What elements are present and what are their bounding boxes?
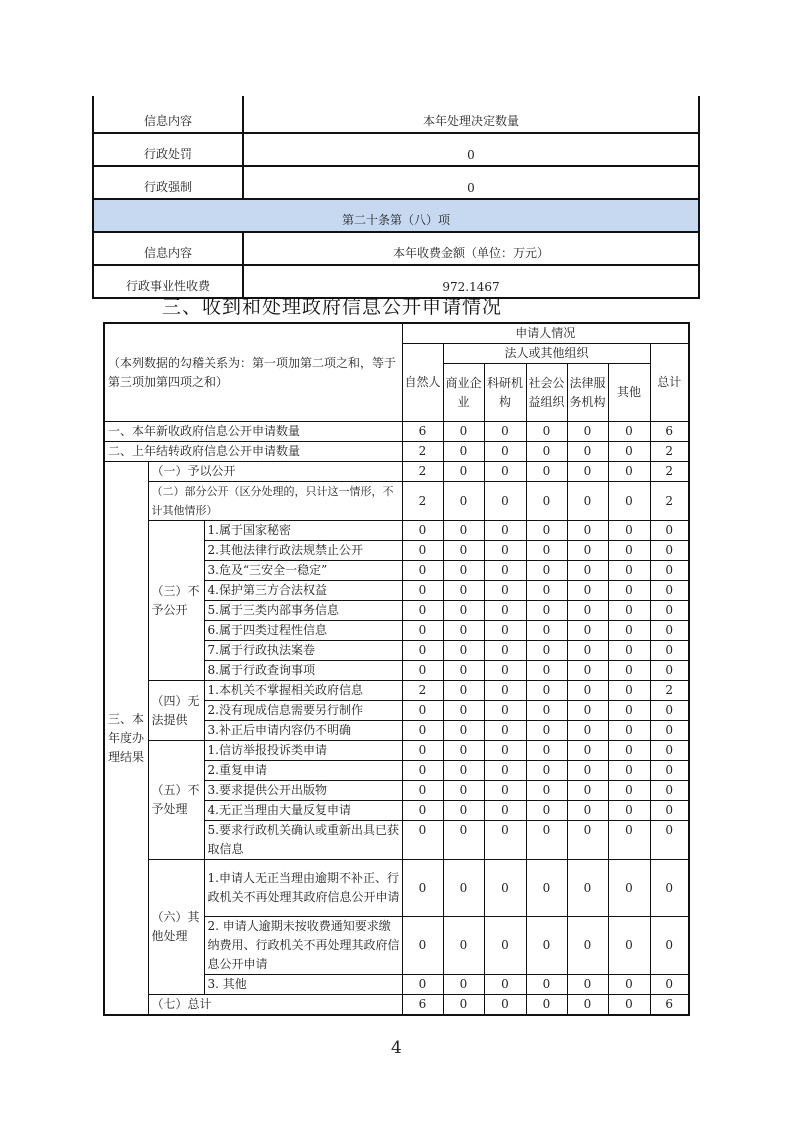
value-cell: 0 [526,462,567,482]
value-cell: 0 [567,661,608,681]
item-label: 1.申请人无正当理由逾期不补正、行政机关不再处理其政府信息公开申请 [204,860,402,917]
value-cell: 0 [650,641,689,661]
col-header: 总计 [650,344,689,422]
value-cell: 0 [650,741,689,761]
value-cell: 0 [443,801,484,821]
value-cell: 0 [484,741,526,761]
table-row [104,462,689,482]
value-cell: 0 [526,561,567,581]
value-cell: 0 [608,721,650,741]
value-cell: 0 [443,561,484,581]
value-cell: 0 [526,761,567,781]
value-cell: 0 [402,541,443,561]
item-label: 3. 其他 [204,975,402,995]
value-cell: 0 [526,821,567,860]
section-band: 第二十条第（八）项 [93,199,699,232]
value-cell: 0 [402,860,443,917]
value-cell: 0 [484,681,526,701]
value-cell: 0 [608,860,650,917]
item-label: 3.要求提供公开出版物 [204,781,402,801]
table-row [104,995,689,1016]
value-cell: 0 [608,781,650,801]
value-cell: 0 [526,442,567,462]
value-cell: 0 [650,860,689,917]
value-cell: 0 [608,541,650,561]
value-cell: 6 [402,995,443,1016]
value-cell: 0 [443,741,484,761]
header-label: 信息内容 [93,96,243,133]
section-title: 三、收到和处理政府信息公开申请情况 [162,296,503,318]
table-row [104,741,689,761]
value-cell: 0 [484,541,526,561]
value-cell: 0 [567,801,608,821]
value-cell: 0 [608,975,650,995]
value-cell: 0 [443,541,484,561]
value-cell: 0 [402,761,443,781]
item-label: 1.本机关不掌握相关政府信息 [204,681,402,701]
table-row [104,422,689,442]
value-cell: 0 [567,462,608,482]
value-cell: 2 [650,462,689,482]
value-cell: 0 [484,661,526,681]
value-cell: 0 [484,621,526,641]
item-label: 4.保护第三方合法权益 [204,581,402,601]
value-cell: 0 [402,581,443,601]
value-cell: 0 [484,801,526,821]
value-cell: 0 [526,541,567,561]
value-cell: 2 [650,681,689,701]
value-cell: 0 [567,741,608,761]
value-cell: 0 [443,621,484,641]
value-cell: 0 [650,701,689,721]
table-row [104,860,689,917]
value-cell: 0 [484,422,526,442]
disclosure-summary-table [92,96,700,299]
value-cell: 0 [443,860,484,917]
table-header-row [93,96,699,133]
value-cell: 0 [443,521,484,541]
table-header-row [93,232,699,265]
value-cell: 0 [567,821,608,860]
value-cell: 0 [484,860,526,917]
item-label: 2.没有现成信息需要另行制作 [204,701,402,721]
value-cell: 0 [526,975,567,995]
value-cell: 0 [650,541,689,561]
value-cell: 0 [402,641,443,661]
header-value: 本年处理决定数量 [243,96,699,133]
value-cell: 0 [650,721,689,741]
item-label: 7.属于行政执法案卷 [204,641,402,661]
value-cell: 0 [443,781,484,801]
value-cell: 0 [484,442,526,462]
value-cell: 0 [650,621,689,641]
value-cell: 0 [567,601,608,621]
value-cell: 0 [443,701,484,721]
value-cell: 0 [608,482,650,521]
col-header: 商业企业 [443,364,484,422]
application-stats-table [103,322,690,1016]
value-cell: 0 [402,821,443,860]
group-label: （五）不予处理 [148,741,204,860]
value-cell: 0 [402,561,443,581]
row-value: 0 [243,133,699,166]
value-cell: 0 [650,821,689,860]
value-cell: 0 [484,601,526,621]
item-label: 3.危及“三安全一稳定” [204,561,402,581]
value-cell: 0 [650,581,689,601]
col-header: 科研机构 [484,364,526,422]
value-cell: 0 [526,581,567,601]
item-label: 1.属于国家秘密 [204,521,402,541]
value-cell: 0 [484,781,526,801]
value-cell: 0 [484,721,526,741]
table-row [104,681,689,701]
value-cell: 0 [608,741,650,761]
item-label: 2.其他法律行政法规禁止公开 [204,541,402,561]
value-cell: 0 [484,821,526,860]
value-cell: 0 [567,581,608,601]
value-cell: 0 [526,917,567,975]
value-cell: 0 [443,462,484,482]
value-cell: 6 [650,995,689,1016]
value-cell: 0 [484,995,526,1016]
value-cell: 2 [650,442,689,462]
value-cell: 0 [567,482,608,521]
page-number: 4 [391,1038,402,1058]
col-header: 法律服务机构 [567,364,608,422]
value-cell: 0 [526,741,567,761]
value-cell: 0 [608,462,650,482]
row-label: 二、上年结转政府信息公开申请数量 [104,442,402,462]
col-header: 社会公益组织 [526,364,567,422]
value-cell: 0 [608,561,650,581]
value-cell: 0 [402,601,443,621]
group-label: （三）不予公开 [148,521,204,681]
value-cell: 0 [484,561,526,581]
value-cell: 2 [402,442,443,462]
value-cell: 0 [526,721,567,741]
value-cell: 0 [484,482,526,521]
value-cell: 0 [443,917,484,975]
note-cell: （本列数据的勾稽关系为：第一项加第二项之和，等于第三项加第四项之和） [104,323,402,422]
value-cell: 0 [443,482,484,521]
value-cell: 2 [402,482,443,521]
applicant-header: 申请人情况 [402,323,689,344]
value-cell: 0 [567,917,608,975]
value-cell: 0 [526,422,567,442]
value-cell: 0 [567,561,608,581]
value-cell: 0 [484,641,526,661]
col-header: 自然人 [402,344,443,422]
value-cell: 0 [567,621,608,641]
value-cell: 0 [650,781,689,801]
legal-group-header: 法人或其他组织 [443,344,650,364]
item-label: 5.属于三类内部事务信息 [204,601,402,621]
value-cell: 0 [443,721,484,741]
value-cell: 0 [443,442,484,462]
value-cell: 0 [484,975,526,995]
item-label: 2.重复申请 [204,761,402,781]
value-cell: 0 [402,741,443,761]
value-cell: 2 [402,462,443,482]
table-row [93,166,699,199]
value-cell: 0 [402,781,443,801]
value-cell: 0 [402,521,443,541]
row-label: 行政强制 [93,166,243,199]
value-cell: 0 [608,761,650,781]
result-group-label: 三、本年度办理结果 [104,462,148,1016]
value-cell: 0 [567,521,608,541]
value-cell: 0 [567,641,608,661]
value-cell: 0 [650,975,689,995]
total-label: （七）总计 [148,995,402,1016]
row-value: 0 [243,166,699,199]
value-cell: 0 [567,701,608,721]
value-cell: 0 [526,801,567,821]
value-cell: 0 [443,581,484,601]
value-cell: 0 [443,995,484,1016]
value-cell: 0 [484,761,526,781]
value-cell: 0 [402,801,443,821]
item-label: 5.要求行政机关确认或重新出具已获取信息 [204,821,402,860]
value-cell: 0 [608,621,650,641]
value-cell: 0 [402,621,443,641]
value-cell: 0 [650,561,689,581]
row-value: 972.1467 [243,265,699,298]
table-row [104,521,689,541]
value-cell: 0 [526,521,567,541]
value-cell: 0 [567,781,608,801]
value-cell: 0 [567,860,608,917]
value-cell: 0 [608,601,650,621]
value-cell: 0 [484,701,526,721]
item-label: 6.属于四类过程性信息 [204,621,402,641]
value-cell: 0 [526,482,567,521]
value-cell: 0 [608,995,650,1016]
value-cell: 0 [526,860,567,917]
value-cell: 0 [484,581,526,601]
group-label: （四）无法提供 [148,681,204,741]
value-cell: 0 [402,661,443,681]
item-label: 3.补正后申请内容仍不明确 [204,721,402,741]
value-cell: 0 [608,581,650,601]
value-cell: 0 [608,422,650,442]
value-cell: 0 [650,917,689,975]
value-cell: 2 [650,482,689,521]
item-label: 8.属于行政查询事项 [204,661,402,681]
value-cell: 0 [484,521,526,541]
table-row [93,133,699,166]
value-cell: 0 [443,601,484,621]
group-label: （六）其他处理 [148,860,204,995]
value-cell: 0 [608,521,650,541]
value-cell: 0 [526,995,567,1016]
value-cell: 0 [402,975,443,995]
value-cell: 0 [567,761,608,781]
value-cell: 0 [567,721,608,741]
value-cell: 2 [402,681,443,701]
value-cell: 0 [608,917,650,975]
row-label: 行政处罚 [93,133,243,166]
section-band-row [93,199,699,232]
value-cell: 0 [402,917,443,975]
value-cell: 0 [526,701,567,721]
value-cell: 0 [567,422,608,442]
value-cell: 0 [443,422,484,442]
value-cell: 0 [443,641,484,661]
item-label: 4.无正当理由大量反复申请 [204,801,402,821]
value-cell: 0 [567,975,608,995]
value-cell: 0 [608,821,650,860]
value-cell: 0 [484,462,526,482]
value-cell: 0 [608,681,650,701]
row-label: 一、本年新收政府信息公开申请数量 [104,422,402,442]
value-cell: 0 [526,621,567,641]
value-cell: 0 [526,661,567,681]
value-cell: 0 [443,661,484,681]
value-cell: 0 [567,995,608,1016]
value-cell: 0 [402,721,443,741]
value-cell: 0 [526,781,567,801]
value-cell: 0 [608,701,650,721]
value-cell: 0 [650,801,689,821]
header-row [104,323,689,344]
value-cell: 0 [526,681,567,701]
item-label: 2. 申请人逾期未按收费通知要求缴纳费用、行政机关不再处理其政府信息公开申请 [204,917,402,975]
value-cell: 0 [443,821,484,860]
row-label: （一）予以公开 [148,462,402,482]
value-cell: 0 [526,601,567,621]
value-cell: 6 [650,422,689,442]
value-cell: 0 [608,442,650,462]
header-label: 信息内容 [93,232,243,265]
header-value: 本年收费金额（单位：万元） [243,232,699,265]
row-label: 行政事业性收费 [93,265,243,298]
value-cell: 0 [443,975,484,995]
value-cell: 6 [402,422,443,442]
value-cell: 0 [484,917,526,975]
row-label: （二）部分公开（区分处理的，只计这一情形，不计其他情形） [148,482,402,521]
value-cell: 0 [650,661,689,681]
value-cell: 0 [650,601,689,621]
value-cell: 0 [608,641,650,661]
item-label: 1.信访举报投诉类申请 [204,741,402,761]
value-cell: 0 [526,641,567,661]
value-cell: 0 [608,801,650,821]
value-cell: 0 [567,681,608,701]
value-cell: 0 [567,541,608,561]
col-header: 其他 [608,364,650,422]
value-cell: 0 [650,521,689,541]
value-cell: 0 [567,442,608,462]
table-row [104,482,689,521]
value-cell: 0 [608,661,650,681]
table-row [104,442,689,462]
value-cell: 0 [650,761,689,781]
value-cell: 0 [402,701,443,721]
value-cell: 0 [443,761,484,781]
value-cell: 0 [443,681,484,701]
